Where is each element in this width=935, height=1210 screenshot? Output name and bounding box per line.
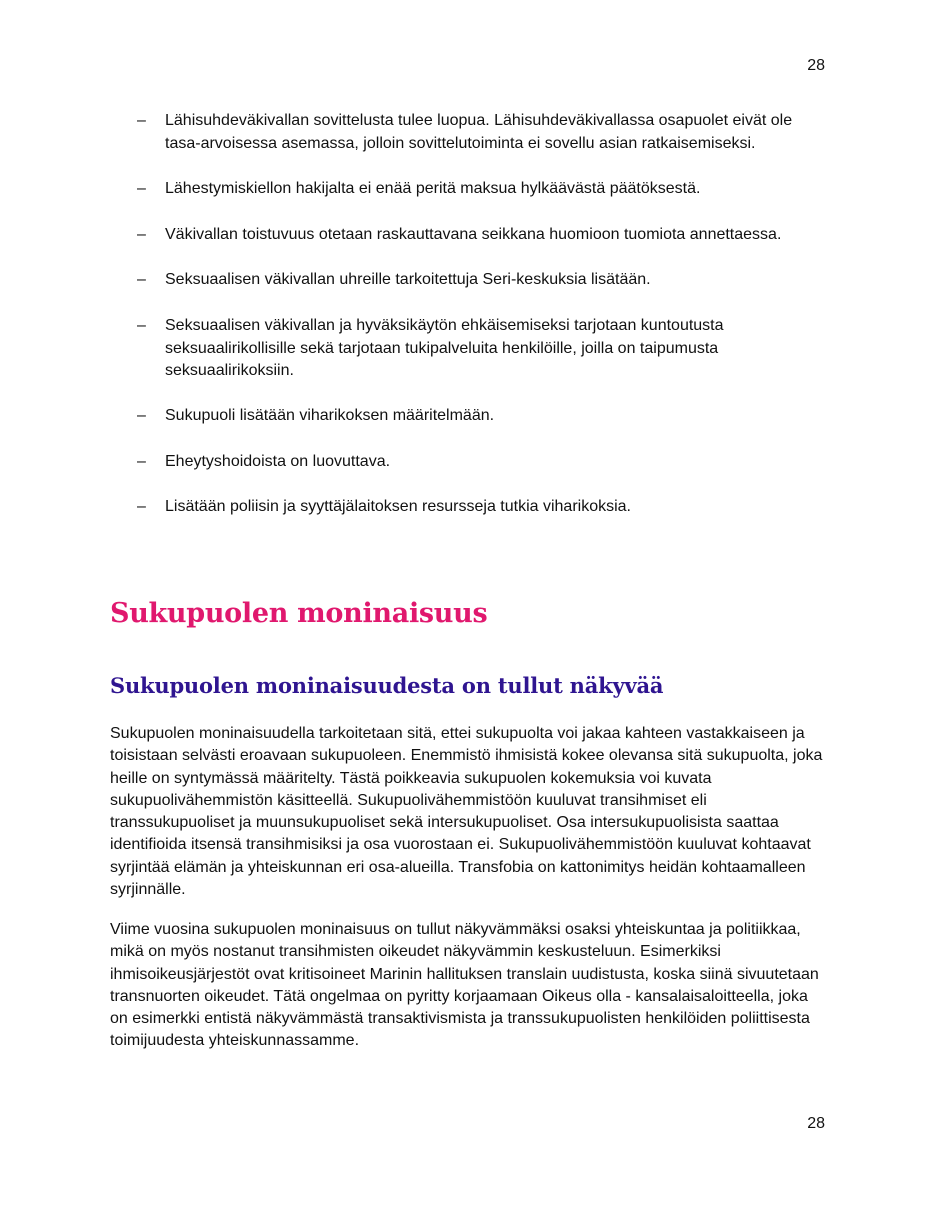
list-item [110,451,826,474]
bullet-dash: – [137,112,146,129]
list-item [110,269,826,292]
list-item [110,224,826,247]
bullet-dash: – [137,453,146,470]
list-item [110,178,826,201]
page-number-top: 28 [807,57,825,74]
subsection-heading: Sukupuolen moninaisuudesta on tullut näkyvää [110,673,664,698]
bullet-dash: – [137,271,146,288]
bullet-text: Seksuaalisen väkivallan uhreille tarkoitettuja Seri-keskuksia lisätään. [165,271,651,288]
bullet-text: Eheytyshoidoista on luovuttava. [165,453,391,470]
bullet-text: Lisätään poliisin ja syyttäjälaitoksen resursseja tutkia viharikoksia. [165,498,631,515]
list-item [110,110,826,155]
list-item [110,315,826,383]
body-paragraph: Sukupuolen moninaisuudella tarkoitetaan sitä, ettei sukupuolta voi jakaa kahteen vastakkaiseen ja toisistaan selvästi eroavaan sukupuoleen. Enemmistö ihmisistä kokee olevansa sitä sukupuolta, joka heille on syntymässä määritelty. Tästä poikkeavia sukupuolen kokemuksia voi kuvata sukupuolivähemmistön käsitteellä. Sukupuolivähemmistöön kuuluvat transihmiset eli transsukupuoliset ja muunsukupuoliset sekä intersukupuoliset. Osa intersukupuolisista saattaa identifioida itsensä transihmisiksi ja osa vuorostaan ei. Sukupuolivähemmistöön kuuluvat kohtaavat syrjintää elämän ja yhteiskunnan eri osa-alueilla. Transfobia on kattonimitys heidän kohtaamalleen syrjinnälle. [110,725,823,899]
bullet-dash: – [137,317,146,334]
list-item [110,496,826,519]
bullet-text: Sukupuoli lisätään viharikoksen määritelmään. [165,407,495,424]
page-number-bottom: 28 [807,1115,825,1132]
list-item [110,405,826,428]
bullet-dash: – [137,407,146,424]
bullet-text: Lähestymiskiellon hakijalta ei enää peritä maksua hylkäävästä päätöksestä. [165,180,701,197]
bullet-dash: – [137,226,146,243]
bullet-text: Lähisuhdeväkivallan sovittelusta tulee luopua. Lähisuhdeväkivallassa osapuolet eivät ole tasa-arvoisessa asemassa, jolloin sovittelutoiminta ei sovellu asian ratkaisemiseksi. [165,112,793,152]
bullet-dash: – [137,180,146,197]
section-heading: Sukupuolen moninaisuus [110,598,488,629]
bullet-text: Väkivallan toistuvuus otetaan raskauttavana seikkana huomioon tuomiota annettaessa. [165,226,782,243]
bullet-dash: – [137,498,146,515]
body-paragraph: Viime vuosina sukupuolen moninaisuus on tullut näkyvämmäksi osaksi yhteiskuntaa ja politiikkaa, mikä on myös nostanut transihmisten oikeudet näkyvämmin keskusteluun. Esimerkiksi ihmisoikeusjärjestöt ovat kritisoineet Marinin hallituksen translain uudistusta, koska siinä sivuutetaan transnuorten oikeudet. Tätä ongelmaa on pyritty korjaamaan Oikeus olla - kansalaisaloitteella, joka on esimerkki entistä näkyvämmästä transaktivismista ja transsukupuolisten henkilöiden poliittisesta toimijuudesta yhteiskunnassamme. [110,921,819,1050]
bullet-text: Seksuaalisen väkivallan ja hyväksikäytön ehkäisemiseksi tarjotaan kuntoutusta seksuaalirikollisille sekä tarjotaan tukipalveluita henkilöille, joilla on taipumusta seksuaalirikoksiin. [165,317,724,379]
